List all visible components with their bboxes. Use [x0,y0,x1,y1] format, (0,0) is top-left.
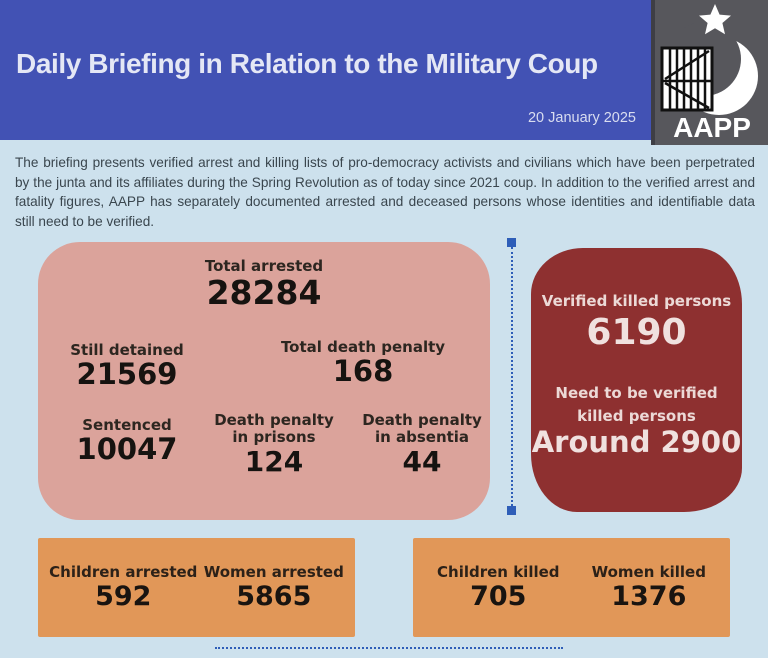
aapp-logo [651,0,768,145]
stat-value: 44 [402,444,442,478]
stat-total-arrested [38,258,490,312]
children-women-killed-panel [413,538,730,637]
intro-paragraph: The briefing presents verified arrest and killing lists of pro-democracy activists and civilians which have been perpetrated by the junta and its affiliates during the Spring Revolution as of today since 2021 coup. In addition to the verified arrest and fatality figures, AAPP has separately documented arrested and deceased persons whose identities and identifiable data still need to be verified. [15,155,755,229]
stat-women-killed [592,563,706,612]
stat-value: 705 [470,580,527,612]
stat-women-arrested [204,563,344,612]
aapp-logo-art [655,0,764,145]
stat-label: Children arrested [49,562,198,581]
stat-children-killed [437,563,560,612]
stat-death-penalty-in-absentia [352,412,492,477]
stat-still-detained [47,342,207,391]
stat-label: Children killed [437,562,560,581]
stat-total-death-penalty [268,339,458,388]
stat-label: Verified killed persons [541,292,732,310]
stat-label: Sentenced [82,416,172,434]
aapp-logo-text: AAPP [673,112,751,143]
divider-dots [511,247,513,506]
vertical-dotted-divider [506,238,517,515]
horizontal-dotted-rule [215,647,563,649]
stat-label: Death penalty in absentia [362,411,482,447]
stat-label: Women killed [591,562,706,581]
killed-panel [531,248,742,512]
briefing-date: 20 January 2025 [527,110,636,126]
stat-value: 21569 [76,357,178,392]
stat-value: 168 [332,354,394,389]
page-title: Daily Briefing in Relation to the Military Coup [16,48,598,79]
stat-value: 6190 [586,311,687,353]
stat-value: 5865 [236,580,312,612]
stat-label: Total arrested [204,257,324,275]
divider-bottom-cap [507,506,516,515]
stat-value: 124 [244,444,304,478]
prison-bars-icon [662,48,712,110]
stat-value: 592 [95,580,152,612]
stat-death-penalty-in-prisons [204,412,344,477]
children-women-arrested-panel [38,538,355,637]
stat-label: Total death penalty [280,338,446,356]
stat-label: Women arrested [203,562,344,581]
stat-value: Around 2900 [531,425,742,460]
stat-label-line1: Need to be verified [555,384,718,403]
arrests-panel [38,242,490,520]
stat-sentenced [47,417,207,466]
stat-label: Death penalty in prisons [214,411,334,447]
stat-value: 28284 [206,273,322,313]
divider-top-cap [507,238,516,247]
stat-value: 1376 [611,580,687,612]
stat-children-arrested [49,563,197,612]
stat-value: 10047 [76,432,178,467]
stat-label-line2: killed persons [577,406,696,425]
stat-label: Still detained [70,341,184,359]
